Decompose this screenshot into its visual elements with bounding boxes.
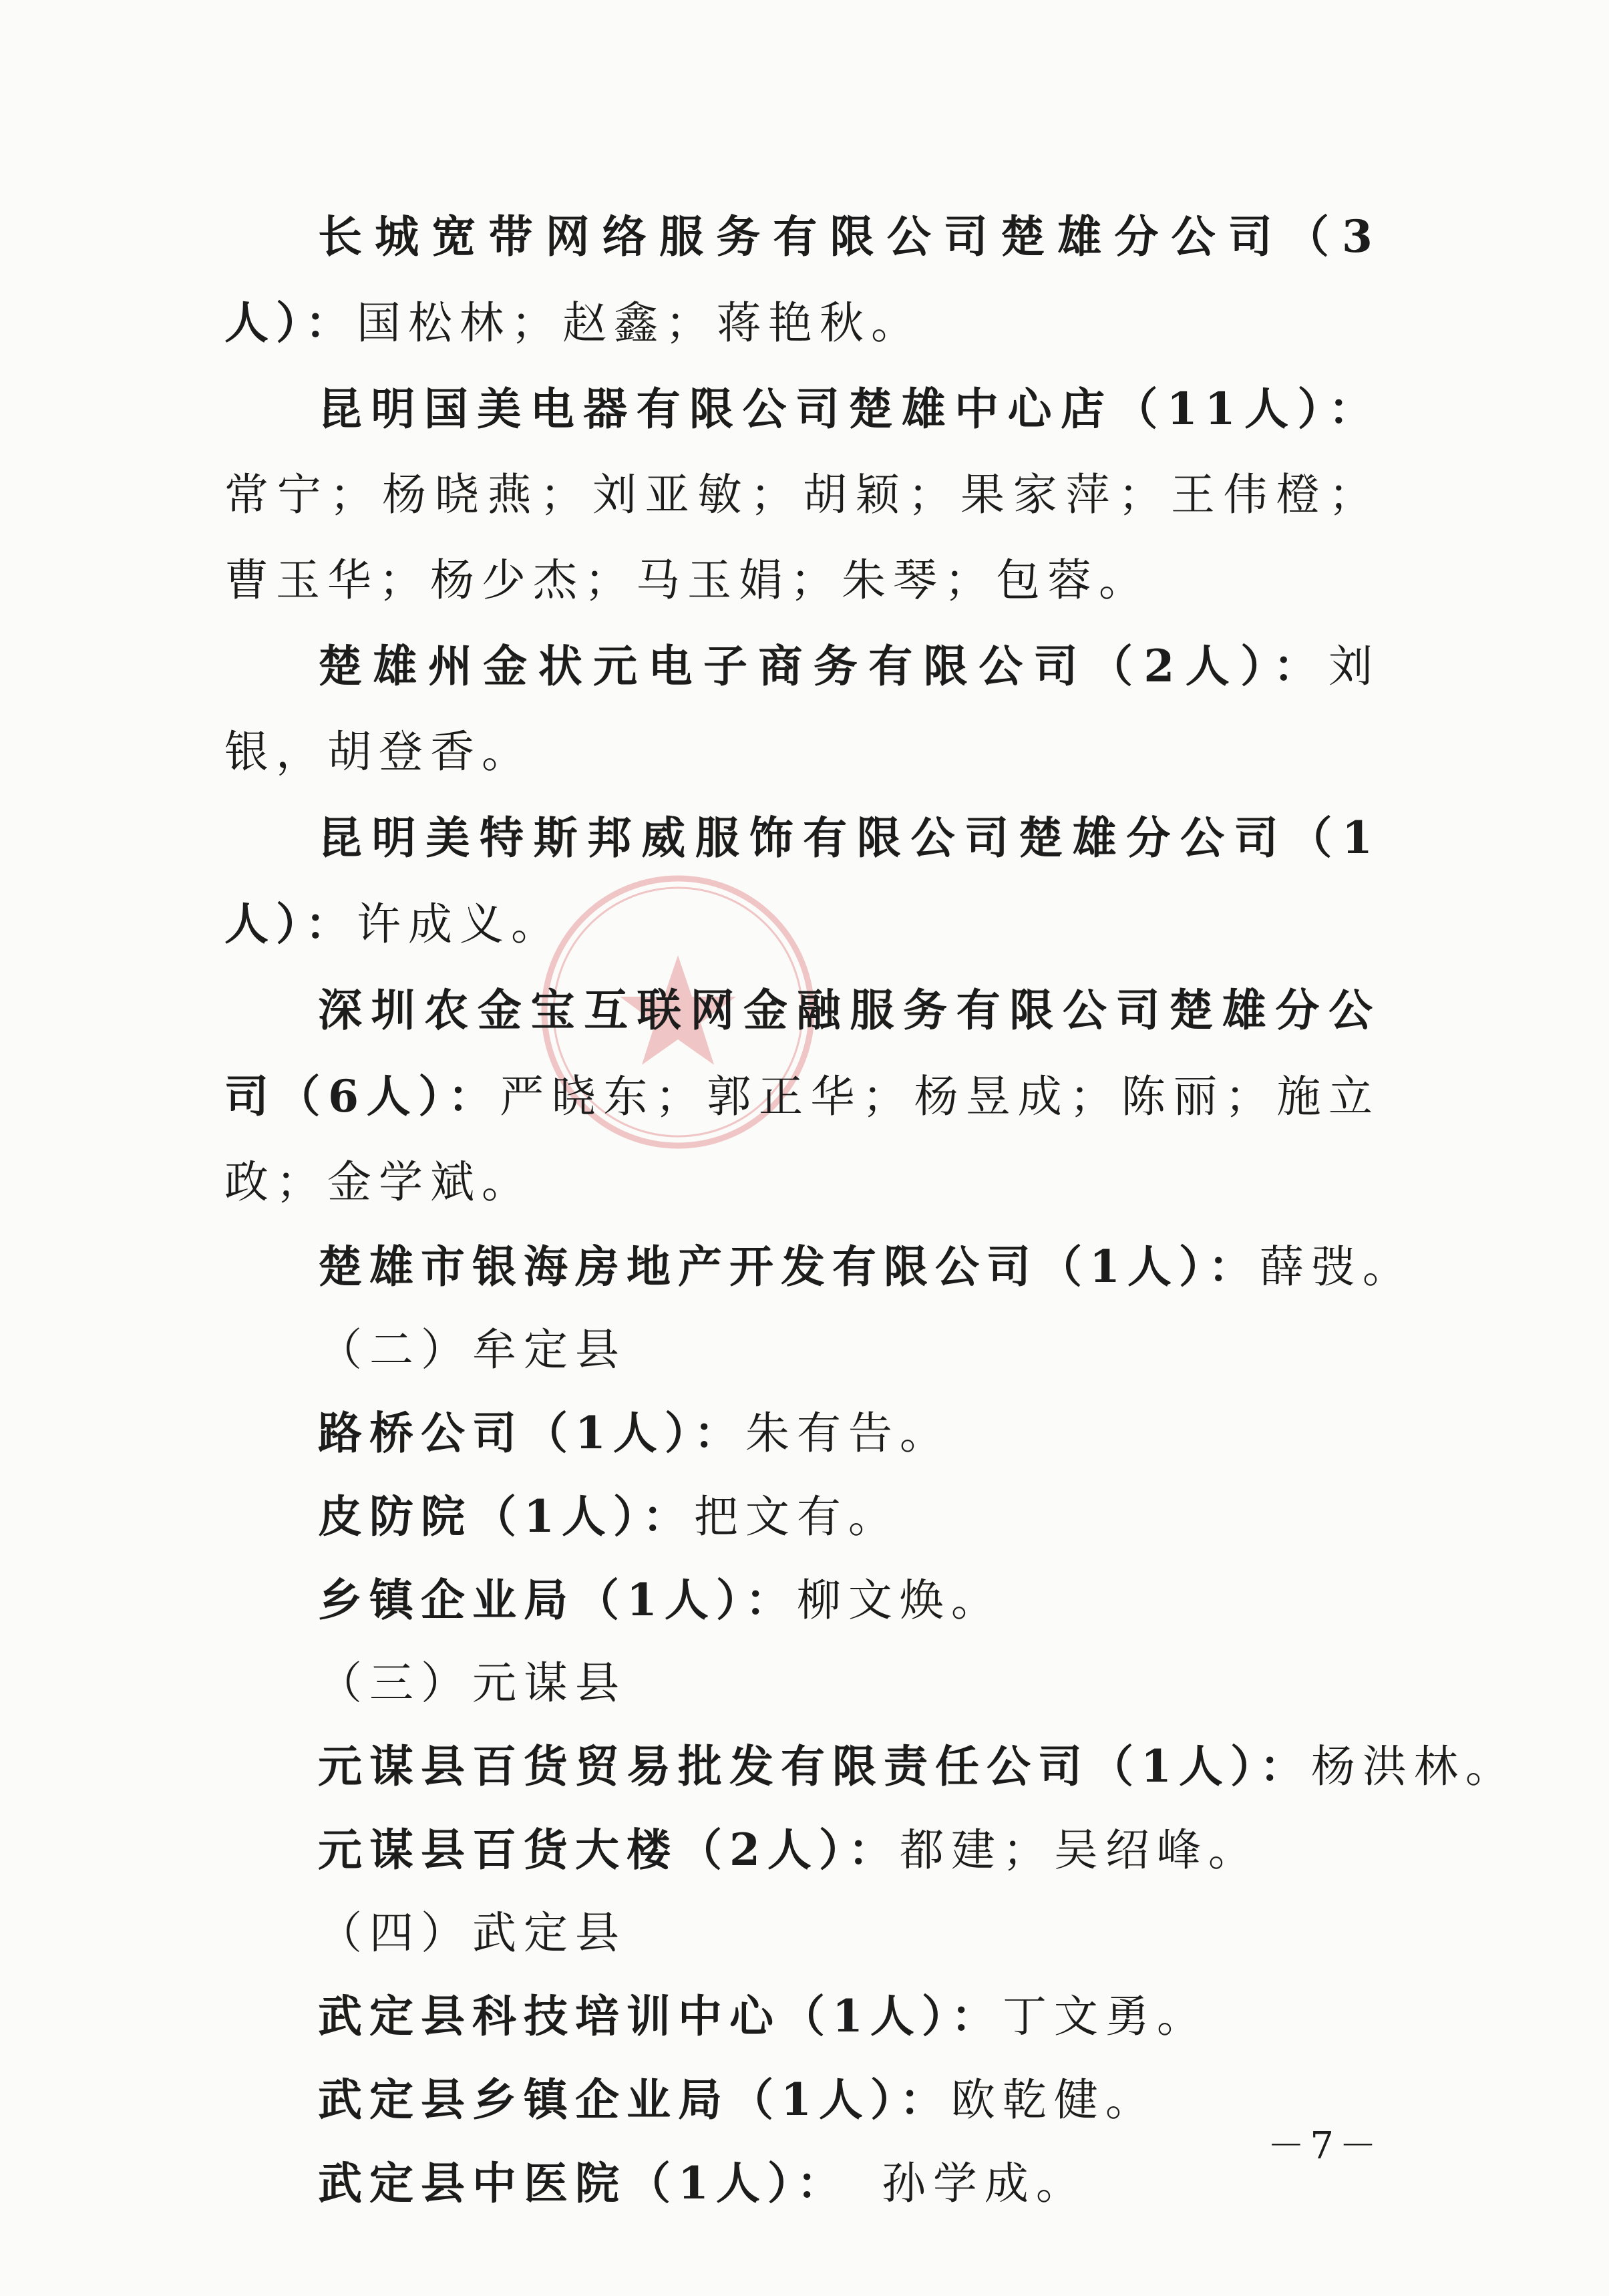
organization-name: 路桥公司（1人）： [318, 1407, 745, 1459]
list-item [224, 366, 1380, 623]
page-number: －7－ [1267, 2124, 1382, 2168]
organization-name: 乡镇企业局（1人）： [318, 1574, 797, 1626]
person-names: 薛弢。 [1259, 1241, 1414, 1293]
list-item [224, 1225, 1414, 1309]
list-item [224, 194, 1380, 366]
organization-name: 武定县中医院（1人）： [318, 2157, 848, 2209]
organization-name: 皮防院（1人）： [318, 1490, 694, 1542]
person-names: 杨洪林。 [1310, 1741, 1517, 1792]
person-names: 国松林；赵鑫；蒋艳秋。 [357, 297, 922, 349]
person-names: 常宁；杨晓燕；刘亚敏；胡颖；果家萍；王伟橙；曹玉华；杨少杰；马玉娟；朱琴；包蓉。 [224, 469, 1380, 606]
person-names: 许成义。 [357, 898, 562, 950]
list-item [224, 795, 1380, 967]
list-item [224, 1391, 1380, 1475]
list-item [224, 1475, 1380, 1559]
organization-name: 元谋县百货大楼（2人）： [318, 1824, 900, 1876]
organization-name: 元谋县百货贸易批发有限责任公司（1人）： [318, 1740, 1311, 1792]
section-heading-wuding: （四）武定县 [318, 1907, 627, 1959]
list-item [224, 1725, 1517, 1808]
person-names: 刘银，胡登香。 [224, 641, 1380, 778]
organization-name: 昆明国美电器有限公司楚雄中心店（11人）： [318, 383, 1380, 435]
organization-name: 昆明美特斯邦威服饰有限公司楚雄分公司（1人）： [224, 812, 1380, 950]
organization-name: 深圳农金宝互联网金融服务有限公司楚雄分公司（6人）： [224, 984, 1380, 1122]
list-item [224, 1808, 1380, 1892]
list-item [224, 2058, 1380, 2142]
person-names: 朱有告。 [745, 1408, 951, 1459]
person-names: 柳文焕。 [796, 1575, 1003, 1626]
list-item [224, 1559, 1380, 1642]
organization-name: 武定县科技培训中心（1人）： [318, 1990, 1003, 2042]
person-names: 严晓东；郭正华；杨昱成；陈丽；施立政；金学斌。 [224, 1071, 1380, 1208]
organization-name: 武定县乡镇企业局（1人）： [318, 2074, 951, 2126]
section-heading-mouding: （二）牟定县 [318, 1324, 627, 1375]
organization-name: 楚雄市银海房地产开发有限公司（1人）： [318, 1241, 1260, 1293]
person-names: 把文有。 [693, 1491, 900, 1542]
list-item [224, 623, 1380, 795]
list-item [224, 1975, 1380, 2058]
person-names: 欧乾健。 [950, 2074, 1157, 2126]
person-names: 丁文勇。 [1002, 1991, 1208, 2042]
organization-name: 长城宽带网络服务有限公司楚雄分公司（3人）： [224, 210, 1380, 349]
person-names: 都建；吴绍峰。 [899, 1824, 1260, 1876]
document-body [224, 194, 1517, 2225]
list-item [224, 967, 1380, 1225]
person-names: 孙学成。 [881, 2158, 1087, 2209]
organization-name: 楚雄州金状元电子商务有限公司（2人）： [318, 640, 1328, 692]
section-heading-yuanmou: （三）元谋县 [318, 1657, 627, 1709]
list-item [224, 2142, 1380, 2225]
